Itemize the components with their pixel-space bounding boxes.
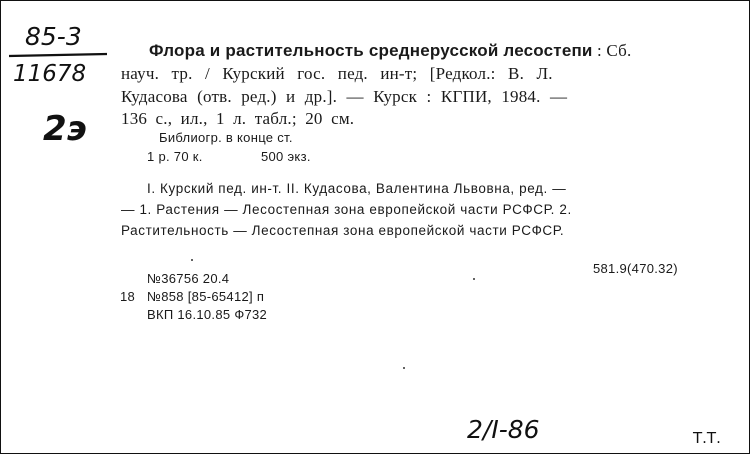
card-title: Флора и растительность среднерусской лесостепи — [149, 41, 593, 60]
classification-code: 581.9(470.32) — [593, 261, 678, 276]
tracings-line-3: Растительность — Лесостепная зона европейской части РСФСР. — [121, 223, 565, 238]
handwritten-date: 2/I-86 — [467, 415, 540, 444]
scan-speck — [191, 259, 193, 261]
scan-speck — [473, 278, 475, 280]
price: 1 р. 70 к. — [147, 149, 203, 164]
handwritten-marks — [3, 23, 115, 123]
bibliography-note: Библиогр. в конце ст. — [159, 130, 293, 145]
title-line-2: науч. тр. / Курский гос. пед. ин-т; [Редкол.: В. Л. — [121, 64, 553, 83]
title-line-1 — [149, 41, 631, 61]
shelf-mark-bottom: 11678 — [13, 61, 87, 87]
copies-note: 2э — [43, 109, 87, 149]
scan-speck — [403, 367, 405, 369]
shelf-mark-top: 85-3 — [25, 23, 82, 51]
print-run: 500 экз. — [261, 149, 311, 164]
number-line-1: №36756 20.4 — [147, 271, 230, 286]
tracings-line-2: — 1. Растения — Лесостепная зона европейской части РСФСР. 2. — [121, 202, 572, 217]
tracings-line-1: I. Курский пед. ин-т. II. Кудасова, Валентина Львовна, ред. — — [147, 181, 567, 196]
number-line-2-prefix: 18 — [120, 289, 136, 304]
title-line-4: 136 с., ил., 1 л. табл.; 20 см. — [121, 109, 355, 128]
shelf-mark-divider — [9, 54, 107, 56]
publisher-line: ВКП 16.10.85 Ф732 — [147, 307, 268, 322]
handwritten-initials: Т.Т. — [693, 429, 721, 447]
title-line-1-rest: : Сб. — [592, 41, 632, 60]
title-line-3: Кудасова (отв. ред.) и др.]. — Курск : КГПИ, 1984. — — [121, 87, 568, 106]
number-line-2: №858 [85-65412] п — [147, 289, 265, 304]
